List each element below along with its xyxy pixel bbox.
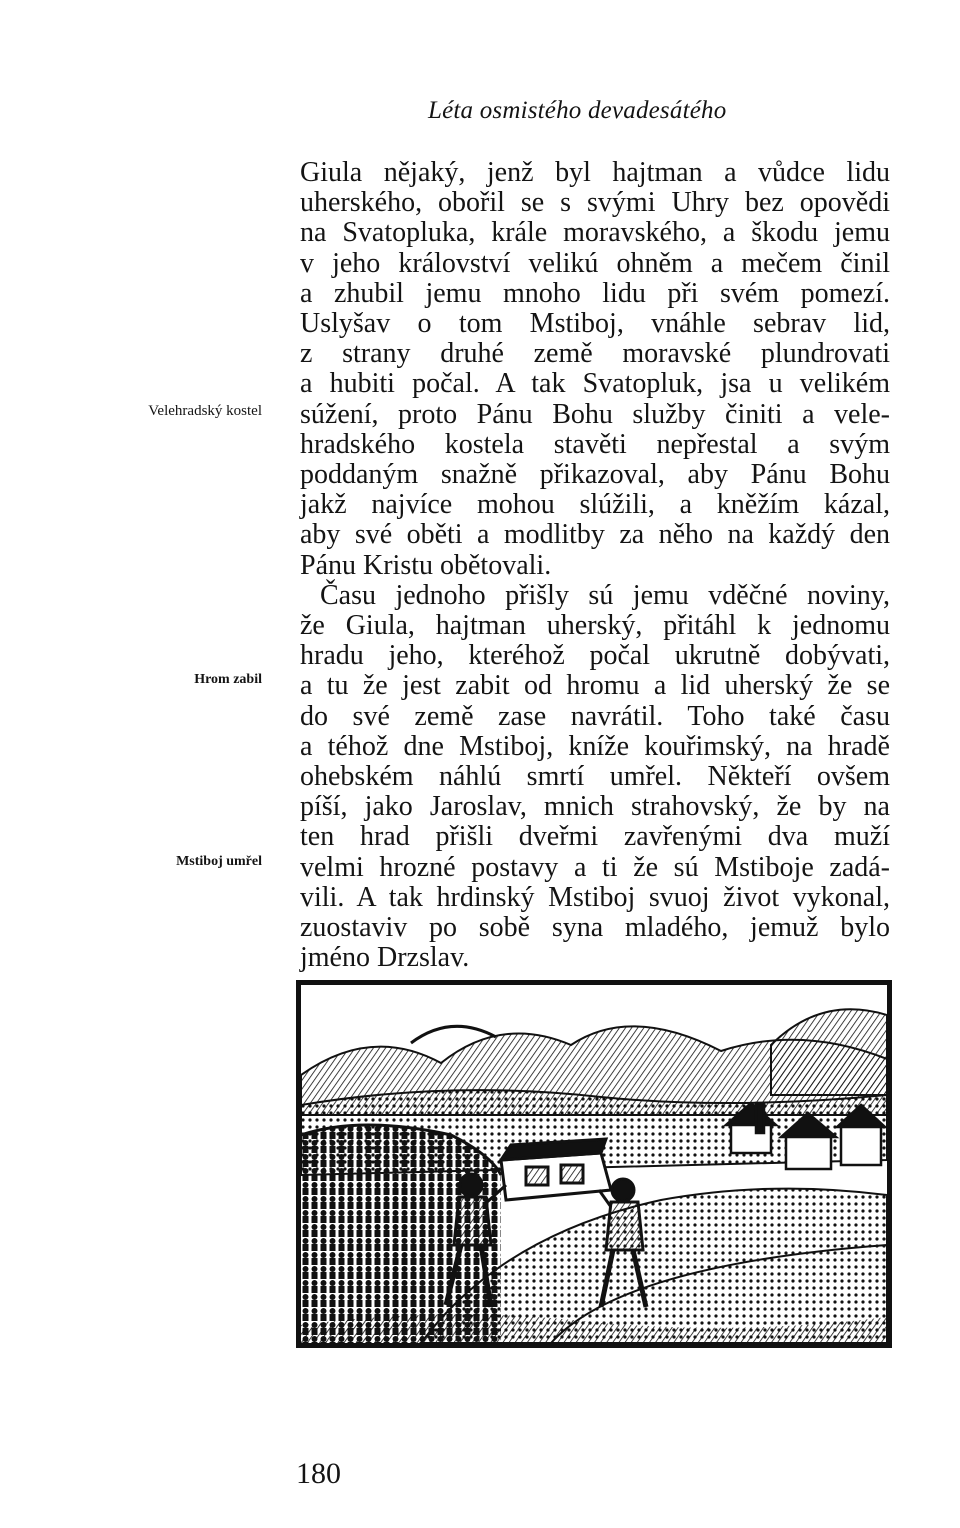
text-line: a hubiti počal. A tak Svatopluk, jsa u velikém	[300, 368, 890, 400]
text-line: zuostaviv po sobě syna mladého, jemuž bylo	[300, 912, 890, 944]
text-line: z strany druhé země moravské plundrovati	[300, 338, 890, 370]
page-number: 180	[296, 1457, 341, 1490]
text-line: poddaným snažně přikazoval, aby Pánu Bohu	[300, 459, 890, 491]
woodcut-illustration	[296, 980, 892, 1348]
text-line: ten hrad přišli dveřmi zavřenými dva muží	[300, 821, 890, 853]
margin-note-mstiboj: Mstiboj umřel	[176, 854, 262, 869]
text-line: Uslyšav o tom Mstiboj, vnáhle sebrav lid,	[300, 308, 890, 340]
text-line: súžení, proto Pánu Bohu služby činiti a vele-	[300, 398, 890, 430]
text-line: že Giula, hajtman uherský, přitáhl k jednomu	[300, 610, 890, 642]
body-text	[300, 158, 890, 973]
woodcut-funeral-procession-illustration	[301, 985, 887, 1343]
text-line: do své země zase navrátil. Toho také času	[300, 700, 890, 732]
text-line: velmi hrozné postavy a ti že sú Mstiboje zadá-	[300, 851, 890, 883]
paragraph-2	[300, 581, 890, 974]
text-line: Času jednoho přišly sú jemu vděčné noviny,	[320, 579, 890, 611]
text-line: Giula nějaký, jenž byl hajtman a vůdce lidu	[300, 157, 890, 188]
text-line: vili. A tak hrdinský Mstiboj svuoj život vykonal,	[300, 881, 890, 913]
text-line: Pánu Kristu obětovali.	[300, 549, 552, 581]
text-line: a tu že jest zabit od hromu a lid uherský že se	[300, 670, 890, 702]
text-line: jakž najvíce mohou slúžili, a kněžím kázal,	[300, 489, 890, 521]
text-line: ohebském náhlú smrtí umřel. Někteří ovšem	[300, 761, 890, 793]
margin-note-thunder: Hrom zabil	[194, 672, 262, 687]
text-line: jméno Drzslav.	[300, 942, 470, 974]
text-line: uherského, obořil se s svými Uhry bez opovědi	[300, 187, 890, 219]
margin-note-velehrad: Velehradský kostel	[148, 403, 262, 419]
text-line: a zhubil jemu mnoho lidu při svém pomezí.	[300, 277, 890, 309]
text-line: píší, jako Jaroslav, mnich strahovský, že by na	[300, 791, 890, 823]
text-line: a téhož dne Mstiboj, kníže kouřimský, na hradě	[300, 730, 890, 762]
text-line: hradu jeho, kteréhož počal ukrutně dobývati,	[300, 640, 890, 672]
text-line: v jeho království velikú ohněm a mečem činil	[300, 247, 890, 279]
paragraph-1	[300, 158, 890, 581]
text-line: na Svatopluka, krále moravského, a škodu jemu	[300, 217, 890, 249]
text-line: aby své oběti a modlitby za něho na každý den	[300, 519, 890, 551]
text-line: hradského kostela stavěti nepřestal a svým	[300, 428, 890, 460]
running-title: Léta osmistého devadesátého	[428, 97, 727, 124]
